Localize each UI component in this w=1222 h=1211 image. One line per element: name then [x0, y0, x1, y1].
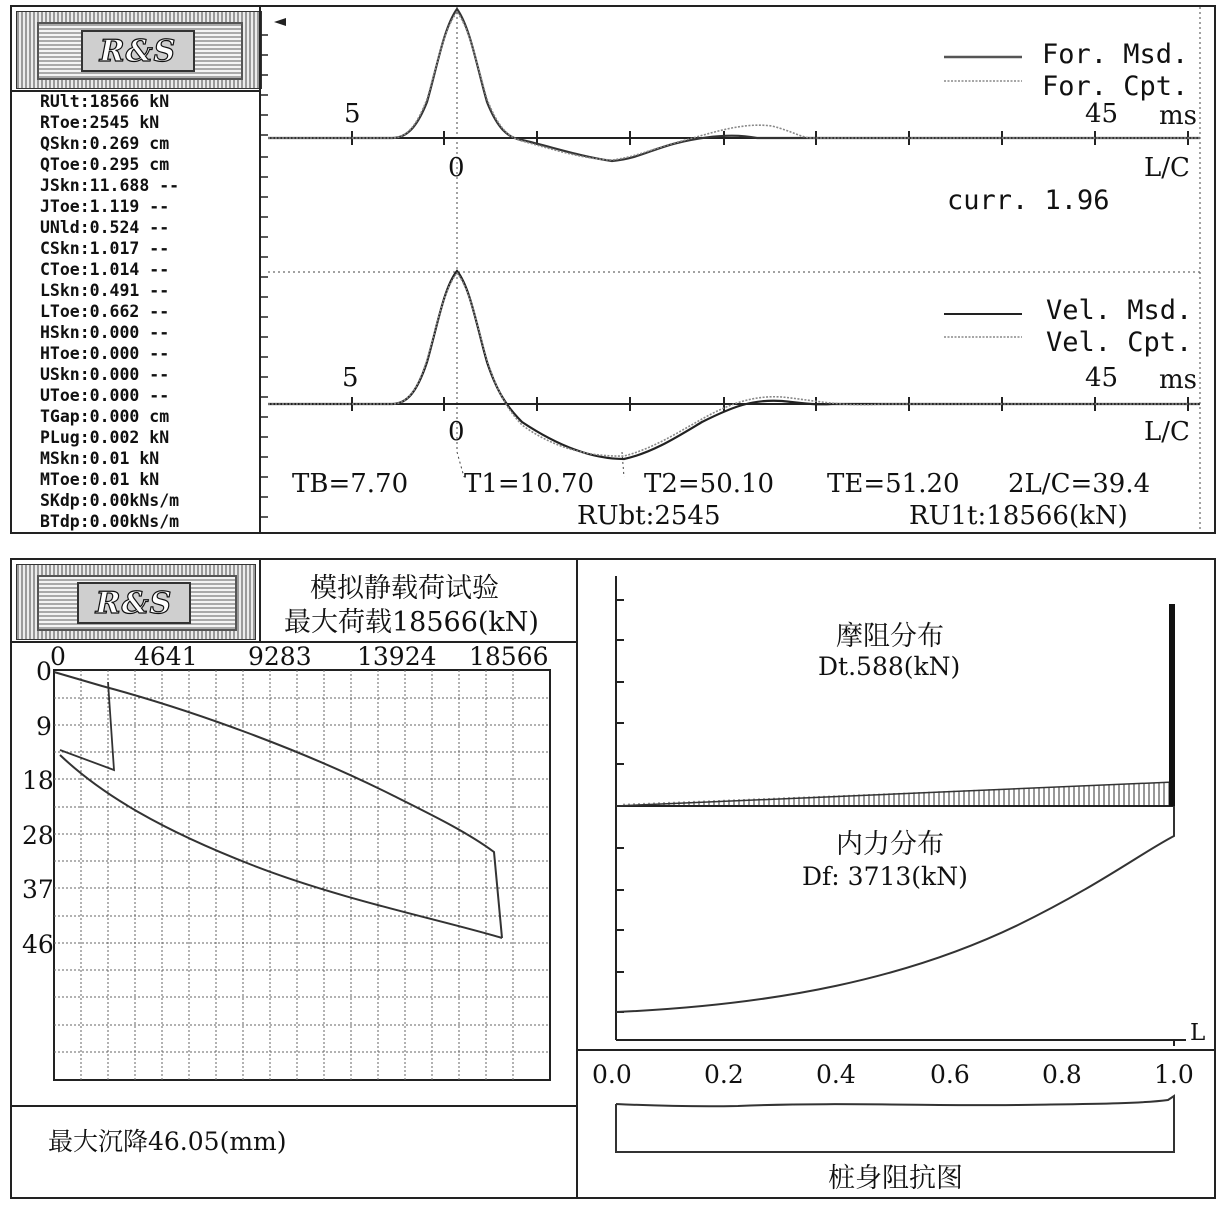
rs-logo-text: R&S [81, 30, 195, 72]
pile-param-row: UNld:0.524 -- [40, 218, 170, 237]
internal-force-value: Df: 3713(kN) [802, 862, 968, 891]
pile-param-row: CSkn:1.017 -- [40, 239, 170, 258]
length-tick-1: 0.2 [704, 1060, 744, 1089]
pile-param-row: MSkn:0.01 kN [40, 449, 160, 468]
x-tick-2: 9283 [248, 642, 312, 671]
pile-param-row: SKdp:0.00kNs/m [40, 491, 180, 510]
pile-param-row: TGap:0.000 cm [40, 407, 170, 426]
max-settlement-label: 最大沉降46.05(mm) [48, 1127, 287, 1156]
wave-chart [12, 7, 1214, 532]
velocity-axis-unit: ms [1159, 365, 1197, 395]
y-tick-0: 0 [36, 657, 52, 686]
x-tick-3: 13924 [357, 642, 437, 671]
pile-param-row: UToe:0.000 -- [40, 386, 170, 405]
friction-title: 摩阻分布 [836, 621, 944, 652]
static-load-title: 模拟静载荷试验 [310, 573, 499, 604]
y-tick-4: 37 [22, 875, 54, 904]
length-tick-5: 1.0 [1154, 1060, 1194, 1089]
loading-curve [54, 672, 502, 938]
velocity-lc-label: L/C [1144, 417, 1190, 447]
y-tick-2: 18 [22, 766, 54, 795]
pile-param-row: LToe:0.662 -- [40, 302, 170, 321]
time-te: TE=51.20 [827, 469, 960, 499]
force-lc-label: L/C [1144, 153, 1190, 183]
plot-frame [54, 670, 550, 1080]
pile-param-row: HSkn:0.000 -- [40, 323, 170, 342]
length-tick-2: 0.4 [816, 1060, 856, 1089]
force-axis-label-45: 45 [1085, 99, 1119, 129]
rult-value: RU1t:18566(kN) [909, 501, 1128, 531]
velocity-zero-label: 0 [448, 417, 465, 447]
velocity-measured-legend: Vel. Msd. [1046, 295, 1193, 326]
internal-force-title: 内力分布 [836, 829, 944, 860]
y-tick-3: 28 [22, 821, 54, 850]
rubt-value: RUbt:2545 [577, 501, 721, 531]
impedance-profile [616, 1096, 1174, 1152]
force-computed-legend: For. Cpt. [1042, 71, 1189, 102]
pile-param-row: JToe:1.119 -- [40, 197, 170, 216]
pile-param-row: QSkn:0.269 cm [40, 134, 170, 153]
pile-param-row: LSkn:0.491 -- [40, 281, 170, 300]
time-t1: T1=10.70 [464, 469, 595, 499]
force-axis-label-5: 5 [344, 99, 361, 129]
x-tick-0: 0 [50, 642, 66, 671]
force-axis-unit: ms [1159, 101, 1197, 131]
curr-value: curr. 1.96 [947, 185, 1110, 216]
force-zero-label: 0 [448, 153, 465, 183]
y-tick-5: 46 [22, 930, 54, 959]
grid-lines [54, 670, 550, 1080]
static-load-panel [10, 558, 578, 1199]
velocity-computed-legend: Vel. Cpt. [1046, 327, 1193, 358]
x-tick-1: 4641 [134, 642, 198, 671]
toe-resistance-bar [1169, 604, 1175, 806]
impedance-title: 桩身阻抗图 [828, 1163, 963, 1194]
pile-param-row: CToe:1.014 -- [40, 260, 170, 279]
pile-param-row: RToe:2545 kN [40, 113, 160, 132]
force-measured-legend: For. Msd. [1042, 39, 1189, 70]
pile-param-row: RUlt:18566 kN [40, 92, 170, 111]
left-axis-ticks [260, 35, 268, 517]
time-tb: TB=7.70 [292, 469, 409, 499]
time-2lc: 2L/C=39.4 [1008, 469, 1151, 499]
wave-matching-panel [10, 5, 1216, 534]
pile-param-row: QToe:0.295 cm [40, 155, 170, 174]
pile-param-row: BTdp:0.00kNs/m [40, 512, 180, 531]
x-tick-4: 18566 [469, 642, 549, 671]
pointer-marker [274, 18, 286, 26]
time-t2: T2=50.10 [644, 469, 775, 499]
length-tick-4: 0.8 [1042, 1060, 1082, 1089]
pile-param-row: USkn:0.000 -- [40, 365, 170, 384]
initial-cycle-curve [60, 682, 114, 770]
length-axis-label: L [1190, 1020, 1206, 1046]
rs-logo-bottom-text: R&S [77, 582, 191, 624]
pile-param-row: JSkn:11.688 -- [40, 176, 180, 195]
velocity-axis-label-5: 5 [342, 363, 359, 393]
pile-param-row: MToe:0.01 kN [40, 470, 160, 489]
y-tick-1: 9 [36, 712, 52, 741]
length-tick-0: 0.0 [592, 1060, 632, 1089]
distribution-panel [576, 558, 1216, 1199]
velocity-axis-label-45: 45 [1085, 363, 1119, 393]
friction-value: Dt.588(kN) [818, 652, 961, 681]
pile-param-row: HToe:0.000 -- [40, 344, 170, 363]
unloading-curve [60, 755, 502, 938]
length-tick-3: 0.6 [930, 1060, 970, 1089]
max-load-label: 最大荷载18566(kN) [284, 607, 539, 638]
pile-param-row: PLug:0.002 kN [40, 428, 170, 447]
